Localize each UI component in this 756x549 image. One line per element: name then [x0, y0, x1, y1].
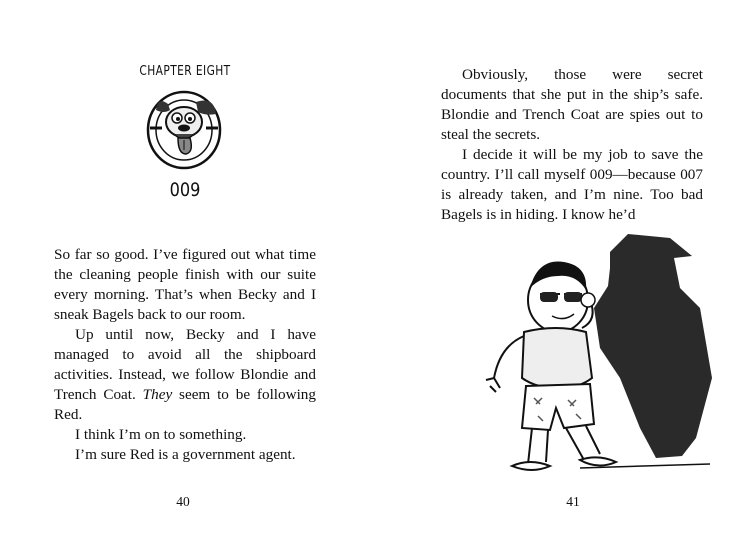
left-page-body	[54, 245, 316, 465]
paragraph	[54, 425, 316, 445]
paragraph-text: seem to be following Red.	[54, 386, 316, 423]
chapter-title: 009	[169, 179, 201, 201]
dog-face-icon	[144, 88, 224, 178]
paragraph	[54, 325, 316, 425]
page-number: 41	[566, 494, 580, 509]
paragraph: Obviously, those were secret documents that she put in the ship’s safe. Blondie and Trench Coat are spies out to steal the secrets.	[441, 66, 703, 143]
chapter-label: CHAPTER EIGHT	[139, 64, 231, 79]
paragraph-text: I think I’m on to something.	[75, 426, 247, 443]
paragraph-text: Up until now, Becky and I have managed to avoid all the shipboard activities. Instead, we follow Blondie and Trench Coat.	[54, 326, 316, 403]
page-number: 40	[176, 494, 190, 509]
paragraph-text: So far so good. I’ve figured out what time the cleaning people finish with our suite every morning. That’s when Becky and I sneak Bagels back to our room.	[54, 246, 316, 323]
emphasis-text: They	[142, 386, 173, 403]
paragraph	[54, 245, 316, 325]
paragraph-text: I’m sure Red is a government agent.	[75, 446, 296, 463]
spy-boy-illustration	[460, 228, 720, 488]
right-page-body	[441, 65, 703, 225]
paragraph: I decide it will be my job to save the country. I’ll call myself 009—because 007 is already taken, and I’m nine. Too bad Bagels is in hiding. I know he’d	[441, 146, 703, 223]
paragraph	[54, 445, 316, 465]
